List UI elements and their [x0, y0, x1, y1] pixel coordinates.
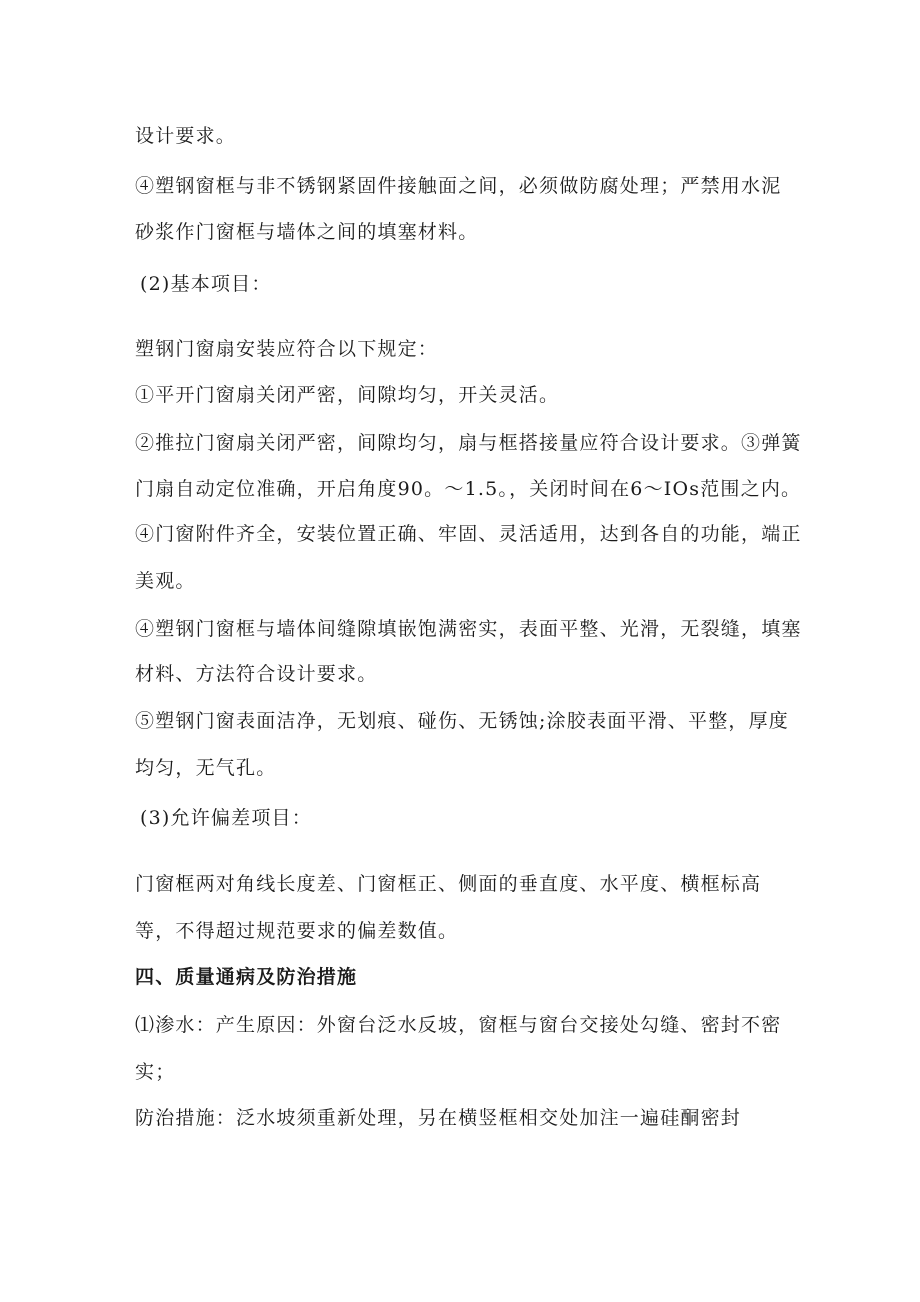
text-line-6: ①平开门窗扇关闭严密，间隙均匀，开关灵活。 — [135, 384, 560, 406]
text-line-8: 门扇自动定位准确，开启角度90。～1.5。，关闭时间在6～IOs范围之内。 — [135, 478, 802, 500]
text-line-10: 美观。 — [135, 570, 196, 592]
section-heading-quality-defects: 四、质量通病及防治措施 — [135, 966, 358, 988]
text-line-5: 塑钢门窗扇安装应符合以下规定： — [135, 338, 439, 360]
text-line-17: 等，不得超过规范要求的偏差数值。 — [135, 920, 459, 942]
text-line-20: 实； — [135, 1061, 176, 1083]
text-line-16: 门窗框两对角线长度差、门窗框正、侧面的垂直度、水平度、横框标高 — [135, 873, 762, 895]
text-line-14: 均匀，无气孔。 — [135, 757, 277, 779]
text-line-13: ⑤塑钢门窗表面洁净，无划痕、碰伤、无锈蚀;涂胶表面平滑、平整，厚度 — [135, 710, 790, 732]
text-line-9: ④门窗附件齐全，安装位置正确、牢固、灵活适用，达到各自的功能，端正 — [135, 523, 802, 545]
text-line-7: ②推拉门窗扇关闭严密，间隙均匀，扇与框搭接量应符合设计要求。③弹簧 — [135, 432, 802, 454]
text-line-11: ④塑钢门窗框与墙体间缝隙填嵌饱满密实，表面平整、光滑，无裂缝，填塞 — [135, 618, 802, 640]
text-line-21: 防治措施：泛水坡须重新处理，另在横竖框相交处加注一遍硅酮密封 — [135, 1107, 742, 1129]
text-line-12: 材料、方法符合设计要求。 — [135, 663, 378, 685]
text-line-19: ⑴渗水：产生原因：外窗台泛水反坡，窗框与窗台交接处勾缝、密封不密 — [135, 1014, 782, 1036]
text-line-1: 设计要求。 — [135, 125, 237, 147]
text-line-2: ④塑钢窗框与非不锈钢紧固件接触面之间，必须做防腐处理；严禁用水泥 — [135, 175, 782, 197]
section-heading-basic-items: (2)基本项目： — [140, 273, 272, 295]
section-heading-allowed-deviation: (3)允许偏差项目： — [140, 807, 312, 829]
text-line-3: 砂浆作门窗框与墙体之间的填塞材料。 — [135, 221, 479, 243]
